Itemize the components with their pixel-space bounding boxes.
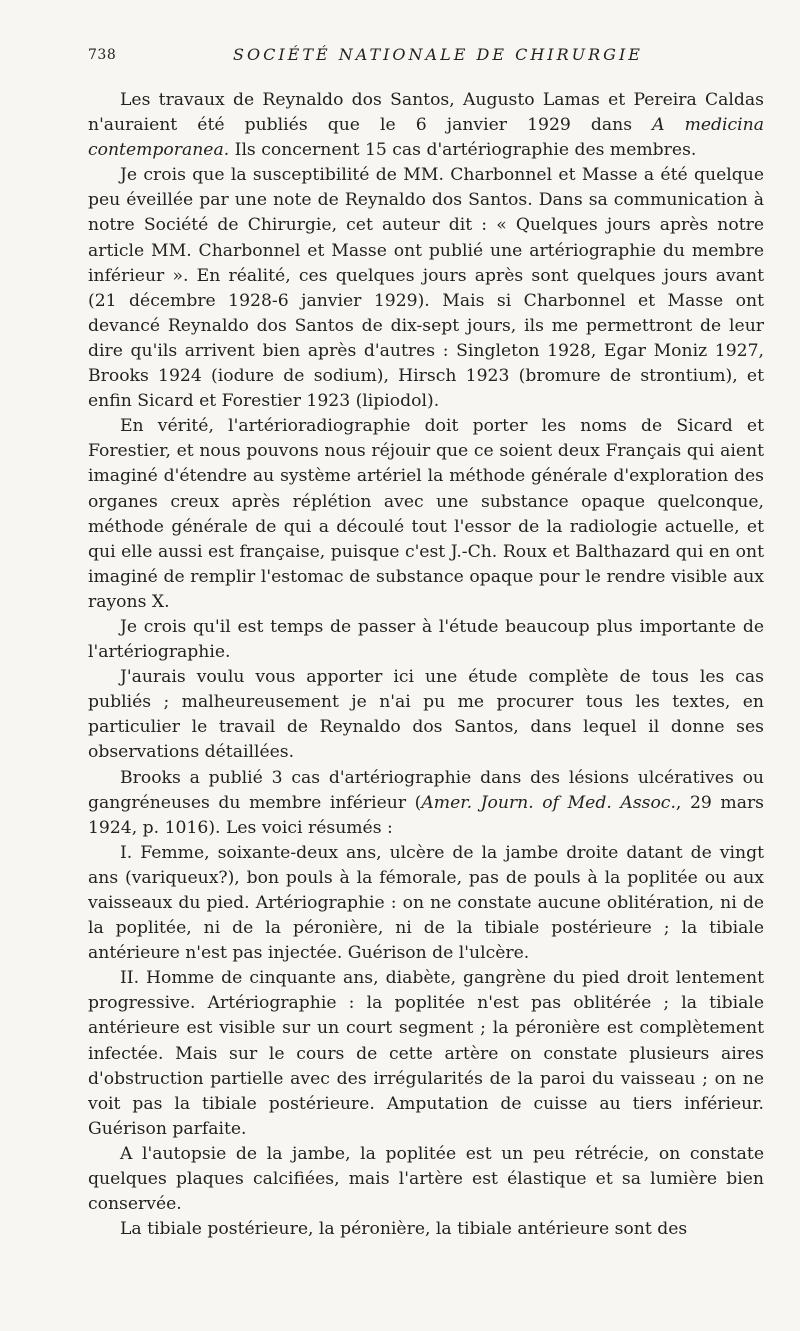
page-number: 738 [88, 47, 117, 63]
running-header [88, 44, 764, 70]
paragraph: J'aurais voulu vous apporter ici une étude complète de tous les cas publiés ; malheureusement je n'ai pu me procurer tous les textes, en particulier le travail de Reynaldo dos Santos, dans lequel il donne ses observations détaillées. [88, 667, 764, 763]
case-paragraph: II. Homme de cinquante ans, diabète, gangrène du pied droit lentement progressive. Artériographie : la poplitée n'est pas oblitérée ; la tibiale antérieure est visible sur un court segment ; la péronière est complètement infectée. Mais sur le cours de cette artère on constate plusieurs aires d'obstruction partielle avec des irrégularités de la paroi du vaisseau ; on ne voit pas la tibiale postérieure. Amputation de cuisse au tiers inférieur. Guérison parfaite. [88, 968, 764, 1139]
case-paragraph: I. Femme, soixante-deux ans, ulcère de la jambe droite datant de vingt ans (variqueux?), bon pouls à la fémorale, pas de pouls à la poplitée ou aux vaisseaux du pied. Artériographie : on ne constate aucune oblitération, ni de la poplitée, ni de la péronière, ni de la tibiale postérieure ; la tibiale antérieure n'est pas injectée. Guérison de l'ulcère. [88, 842, 764, 964]
paragraph: En vérité, l'artérioradiographie doit porter les noms de Sicard et Forestier, et nous pouvons nous réjouir que ce soient deux Français qui aient imaginé d'étendre au système artériel la méthode générale d'exploration des organes creux après réplétion avec une substance opaque quelconque, méthode générale de qui a découlé tout l'essor de la radiologie actuelle, et qui elle aussi est française, puisque c'est J.-Ch. Roux et Balthazard qui en ont imaginé de remplir l'estomac de substance opaque pour le rendre visible aux rayons X. [88, 416, 764, 612]
paragraph [88, 88, 764, 163]
paragraph: Je crois qu'il est temps de passer à l'étude beaucoup plus importante de l'artériographie. [88, 616, 764, 663]
citation-title: Amer. Journ. of Med. Assoc. [421, 792, 676, 813]
paragraph: A l'autopsie de la jambe, la poplitée est un peu rétrécie, on constate quelques plaques calcifiées, mais l'artère est élastique et sa lumière bien conservée. [88, 1143, 764, 1215]
citation-title: A medicina contemporanea. [88, 115, 764, 161]
text-span: Les travaux de Reynaldo dos Santos, Augusto Lamas et Pereira Caldas n'auraient été publiés que le 6 janvier 1929 dans [88, 90, 764, 136]
paragraph [88, 766, 764, 841]
body-text [88, 88, 764, 1242]
paragraph: La tibiale postérieure, la péronière, la tibiale antérieure sont des [120, 1219, 688, 1240]
text-span: Ils concernent 15 cas d'artériographie des membres. [229, 140, 697, 161]
text-span: , 29 mars 1924, p. 1016). Les voici résumés : [88, 792, 764, 838]
text-span: Brooks a publié 3 cas d'artériographie dans des lésions ulcératives ou gangréneuses du membre inférieur ( [88, 767, 764, 813]
journal-title: SOCIÉTÉ NATIONALE DE CHIRURGIE [233, 45, 643, 64]
paragraph: Je crois que la susceptibilité de MM. Charbonnel et Masse a été quelque peu éveillée par une note de Reynaldo dos Santos. Dans sa communication à notre Société de Chirurgie, cet auteur dit : « Quelques jours après notre article MM. Charbonnel et Masse ont publié une artériographie du membre inférieur ». En réalité, ces quelques jours après sont quelques jours avant (21 décembre 1928-6 janvier 1929). Mais si Charbonnel et Masse ont devancé Reynaldo dos Santos de dix-sept jours, ils me permettront de leur dire qu'ils arrivent bien après d'autres : Singleton 1928, Egar Moniz 1927, Brooks 1924 (iodure de sodium), Hirsch 1923 (bromure de strontium), et enfin Sicard et Forestier 1923 (lipiodol). [88, 165, 764, 412]
